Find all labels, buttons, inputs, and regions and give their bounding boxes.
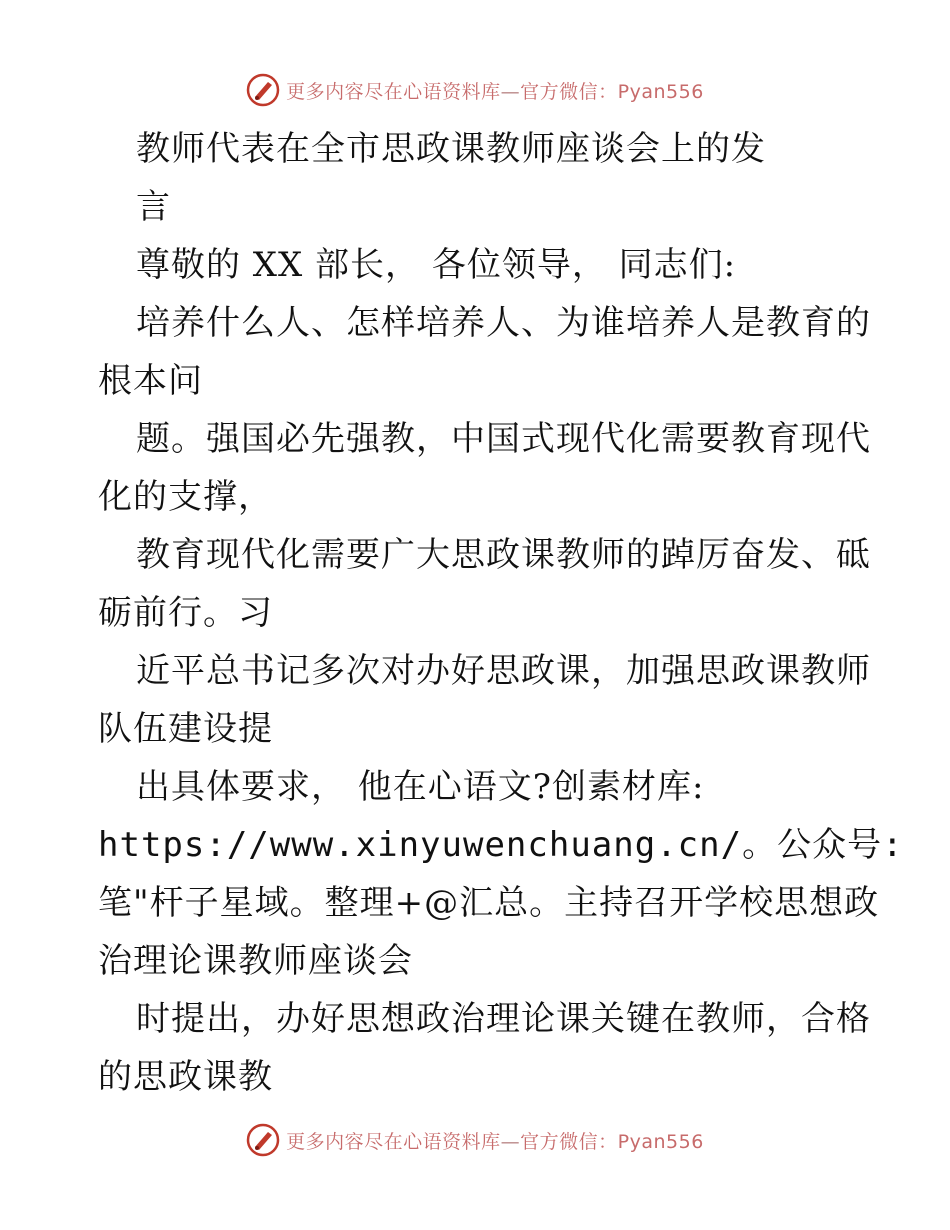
header-banner	[0, 70, 950, 110]
doc-line: 教育现代化需要广大思政课教师的踔厉奋发、砥	[136, 535, 871, 575]
doc-line: 尊敬的 XX 部长， 各位领导， 同志们:	[136, 245, 737, 285]
doc-line: 近平总书记多次对办好思政课，加强思政课教师	[136, 651, 871, 691]
brand-logo-icon	[246, 73, 280, 107]
doc-line: 笔"杆子星域。整理+@汇总。主持召开学校思想政	[98, 883, 880, 923]
banner-text: 更多内容尽在心语资料库—官方微信：Pyan556	[286, 80, 704, 103]
banner-text: 更多内容尽在心语资料库—官方微信：Pyan556	[286, 1130, 704, 1153]
doc-line: 根本问	[98, 361, 203, 401]
doc-line: 题。强国必先强教，中国式现代化需要教育现代	[136, 419, 871, 459]
doc-line: 治理论课教师座谈会	[98, 941, 413, 981]
doc-line: 化的支撑，	[98, 477, 273, 517]
doc-line-url: https://www.xinyuwenchuang.cn/。公众号:	[98, 825, 904, 865]
doc-line: 言	[136, 187, 171, 227]
doc-line: 教师代表在全市思政课教师座谈会上的发	[136, 129, 766, 169]
footer-banner	[0, 1120, 950, 1160]
doc-line: 队伍建设提	[98, 709, 273, 749]
doc-line: 培养什么人、怎样培养人、为谁培养人是教育的	[136, 303, 871, 343]
doc-line: 时提出，办好思想政治理论课关键在教师，合格	[136, 999, 871, 1039]
doc-line: 出具体要求， 他在心语文?创素材库:	[136, 767, 705, 807]
doc-line: 的思政课教	[98, 1057, 273, 1097]
brand-logo-icon	[246, 1123, 280, 1157]
doc-line: 砺前行。习	[98, 593, 273, 633]
document-body	[98, 120, 904, 1106]
